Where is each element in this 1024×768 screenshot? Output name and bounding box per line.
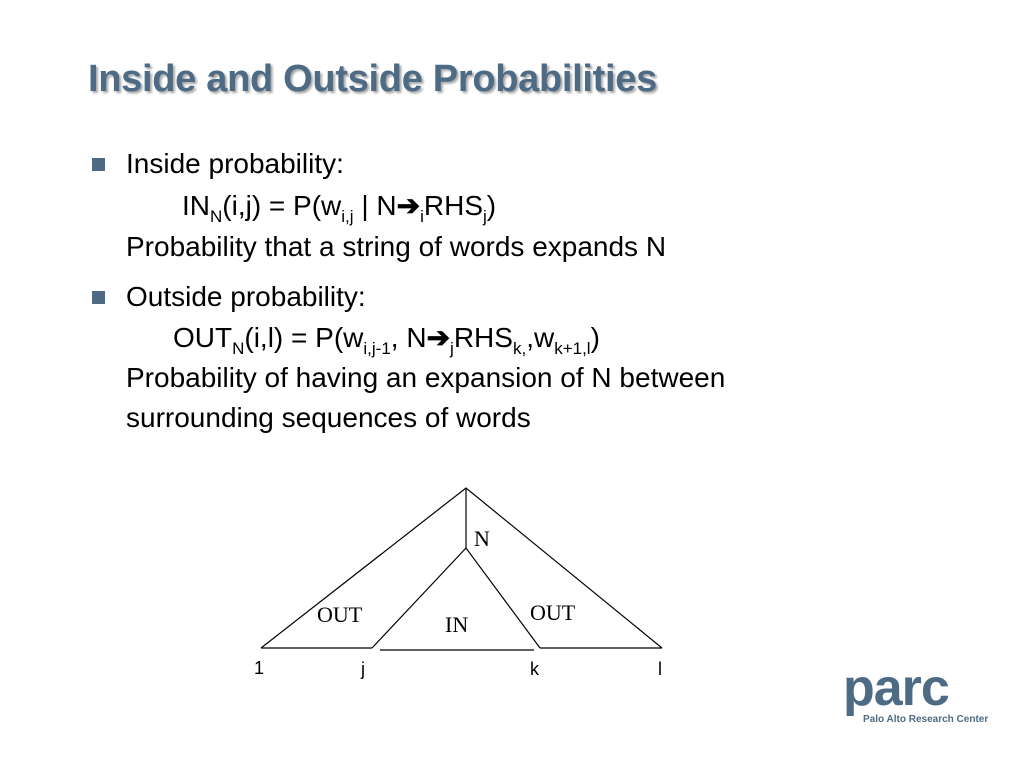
outside-formula-rhs-sub: k, (512, 339, 527, 358)
outside-left-label: OUT (317, 602, 363, 627)
inside-formula-args: (i,j) = P(w (222, 190, 342, 221)
outside-formula-lhs: OUT (173, 322, 233, 353)
parc-logo-word: parc (843, 659, 949, 717)
outside-right-label: OUT (530, 600, 576, 625)
inside-heading: Inside probability: (126, 148, 344, 179)
arrow-icon: ➔ (396, 190, 421, 221)
outside-formula-lhs-sub: N (232, 339, 245, 358)
slide-title: Inside and Outside Probabilities (88, 58, 657, 100)
node-label-n: N (474, 526, 490, 551)
inside-description: Probability that a string of words expands N (126, 231, 667, 262)
inside-formula-rhs-pre-sub: i (420, 207, 424, 226)
position-label-l: l (658, 659, 662, 679)
position-label-k: k (530, 659, 539, 679)
position-label-j: j (361, 659, 365, 679)
outside-heading: Outside probability: (126, 281, 366, 312)
inside-formula-w-sub: i,j (341, 207, 354, 226)
inside-formula-lhs: IN (182, 190, 210, 221)
outside-description-line1: Probability of having an expansion of N between (126, 362, 726, 393)
inside-formula-rhs: RHS (423, 190, 483, 221)
outside-formula-mid: , N (390, 322, 427, 353)
inside-formula-lhs-sub: N (210, 207, 223, 226)
inside-formula-rhs-sub: j (483, 207, 487, 226)
outside-formula-close: ) (590, 322, 600, 353)
position-label-1: 1 (254, 658, 265, 678)
outside-formula-tail-sub: k+1,l (554, 339, 591, 358)
outside-formula-rhs: RHS (453, 322, 513, 353)
inside-label: IN (445, 612, 469, 637)
outside-formula-rhs-pre-sub: j (450, 339, 454, 358)
outside-formula-w-sub: i,j-1 (363, 339, 391, 358)
arrow-icon: ➔ (426, 322, 451, 353)
parc-logo (843, 659, 989, 732)
inside-formula-mid: | N (353, 190, 397, 221)
outside-formula-args: (i,l) = P(w (244, 322, 364, 353)
outside-description-line2: surrounding sequences of words (126, 402, 531, 433)
inside-formula-close: ) (486, 190, 497, 221)
outside-formula-tail: ,w (526, 322, 555, 353)
parc-logo-subtitle: Palo Alto Research Center (863, 714, 989, 725)
